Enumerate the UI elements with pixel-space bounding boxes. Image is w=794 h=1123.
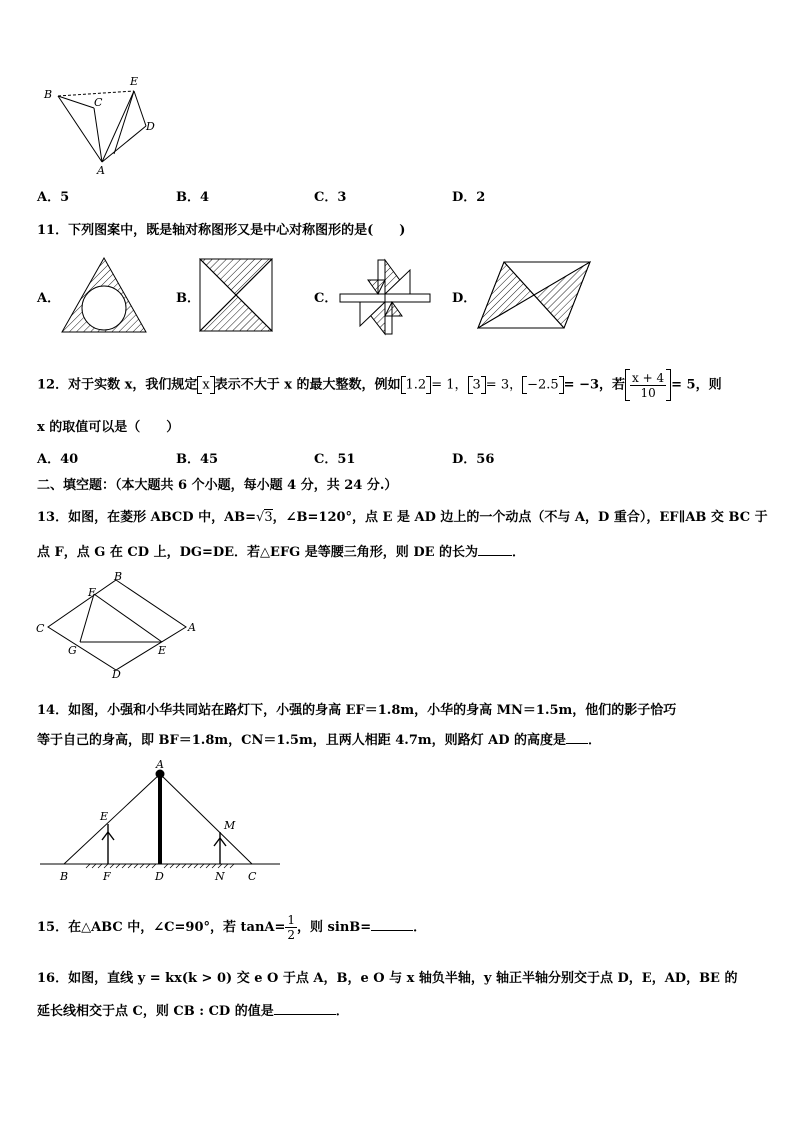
- q13-label-g: G: [68, 644, 77, 657]
- q13-label-a: A: [188, 621, 196, 634]
- q13-label-b: B: [114, 570, 123, 583]
- q11-figure-parallelogram: [476, 260, 592, 330]
- q15-answer-blank[interactable]: [371, 930, 413, 931]
- q14-line2: 等于自己的身高，即 BF＝1.8m，CN＝1.5m，且两人相距 4.7m，则路灯 AD 的高度是 ．: [37, 733, 602, 748]
- q10-option-d: D．2: [452, 190, 486, 205]
- q16-answer-blank[interactable]: [274, 1014, 336, 1015]
- q13-label-f: F: [88, 586, 96, 599]
- q13-figure: [36, 570, 200, 680]
- q14-label-m: M: [224, 819, 236, 832]
- q12-option-a: A．40: [37, 452, 79, 467]
- q15-line: 15．在△ABC 中，∠C=90°，若 tanA= $\frac{1}{2}$ ，则 sinB= ．: [37, 913, 427, 942]
- q12-ex3-result: = −3，若: [563, 377, 626, 393]
- q11-stem: 11．下列图案中，既是轴对称图形又是中心对称图形的是( ): [37, 223, 406, 238]
- q10-figure: [36, 74, 160, 176]
- q14-label-a: A: [156, 758, 164, 771]
- q13-label-c: C: [36, 622, 45, 635]
- q12-ex1-result: = 1，: [431, 377, 468, 393]
- q12-part2: 表示不大于 x 的最大整数，例如: [214, 377, 401, 393]
- q10-option-b: B．4: [176, 190, 210, 205]
- q10-option-c: C．3: [314, 190, 347, 205]
- q14-label-n: N: [215, 870, 225, 883]
- q13-sqrt: √3: [256, 510, 273, 525]
- q14-label-f: F: [103, 870, 111, 883]
- q10-option-a: A．5: [37, 190, 70, 205]
- q10-label-d: D: [146, 120, 155, 133]
- q11-option-c: C．: [314, 291, 338, 306]
- q11-figure-pinwheel: [338, 256, 432, 336]
- q14-line1: 14．如图，小强和小华共同站在路灯下，小强的身高 EF＝1.8m，小华的身高 MN＝1.5m，他们的影子恰巧: [37, 703, 677, 718]
- q12-part1: 12．对于实数 x，我们规定: [37, 377, 198, 393]
- q14-label-e: E: [100, 810, 109, 823]
- q13-line2: 点 F，点 G 在 CD 上，DG=DE．若△EFG 是等腰三角形，则 DE 的长为 ．: [37, 545, 526, 560]
- q12-option-c: C．51: [314, 452, 356, 467]
- q15-fraction: $\frac{1}{2}$: [287, 913, 296, 942]
- q10-label-e: E: [130, 75, 139, 88]
- q13-line1: 13．如图，在菱形 ABCD 中，AB=√3，∠B=120°，点 E 是 AD 边上的一个动点（不与 A，D 重合），EF∥AB 交 BC 于: [37, 510, 768, 525]
- section-title-fill-in: 二、填空题：（本大题共 6 个小题，每小题 4 分，共 24 分.）: [37, 478, 398, 493]
- q12-line1: [37, 369, 722, 401]
- q12-option-d: D．56: [452, 452, 495, 467]
- q10-label-a: A: [97, 164, 105, 176]
- q11-option-b: B．: [176, 291, 200, 306]
- q13-label-d: D: [112, 668, 121, 680]
- q14-answer-blank[interactable]: [566, 743, 588, 744]
- q12-ex3: −2.5: [527, 377, 559, 393]
- q16-line2: 延长线相交于点 C，则 CB : CD 的值是 ．: [37, 1004, 349, 1019]
- q14-label-b: B: [60, 870, 69, 883]
- q12-ex2-result: = 3，: [485, 377, 523, 393]
- q12-fraction: $\frac{x + 4}{10}$: [632, 370, 665, 400]
- q16-line1: 16．如图，直线 y = kx(k > 0) 交 e O 于点 A，B，e O 与 x 轴负半轴，y 轴正半轴分别交于点 D，E，AD，BE 的: [37, 971, 738, 986]
- q12-ex1: 1.2: [405, 377, 427, 393]
- q11-figure-triangle-circle: [60, 256, 150, 334]
- q12-part3: = 5，则: [671, 377, 722, 393]
- q12-option-b: B．45: [176, 452, 219, 467]
- q11-option-a: A．: [37, 291, 61, 306]
- q14-label-d: D: [155, 870, 164, 883]
- q10-label-c: C: [94, 96, 103, 109]
- q11-figure-square: [199, 258, 273, 332]
- q12-ex2: 3: [472, 377, 481, 393]
- q13-label-e: E: [158, 644, 167, 657]
- q13-answer-blank[interactable]: [478, 555, 512, 556]
- q14-figure: [36, 756, 282, 886]
- q11-option-d: D．: [452, 291, 477, 306]
- q12-bracket-x: x: [202, 377, 210, 393]
- q14-label-c: C: [248, 870, 257, 883]
- q10-label-b: B: [44, 88, 53, 101]
- q12-line2: x 的取值可以是（ ）: [37, 420, 180, 435]
